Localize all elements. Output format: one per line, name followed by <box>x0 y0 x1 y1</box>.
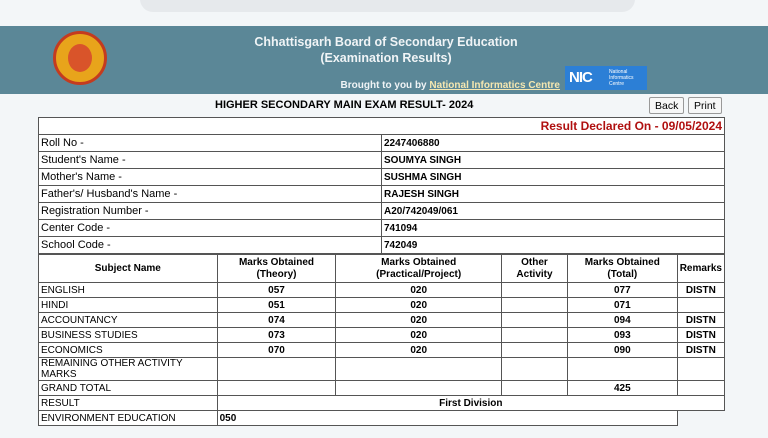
environment-row: ENVIRONMENT EDUCATION 050 <box>39 411 725 426</box>
marks-cell: 093 <box>567 328 677 343</box>
info-value: 741094 <box>382 220 725 237</box>
marks-cell <box>677 381 724 396</box>
marks-cell: 074 <box>217 313 336 328</box>
url-bar[interactable] <box>140 0 635 12</box>
marks-cell: 090 <box>567 343 677 358</box>
nic-link[interactable]: National Informatics Centre <box>429 80 560 91</box>
marks-cell <box>502 381 568 396</box>
marks-cell <box>677 298 724 313</box>
result-value: First Division <box>217 396 724 411</box>
info-row <box>39 186 725 203</box>
marks-cell <box>502 313 568 328</box>
marks-table <box>38 254 725 426</box>
board-subtitle: (Examination Results) <box>320 51 452 65</box>
marks-cell <box>502 343 568 358</box>
marks-cell: 077 <box>567 283 677 298</box>
subject-name: HINDI <box>39 298 218 313</box>
column-header: Marks Obtained (Total) <box>567 255 677 283</box>
marks-row <box>39 381 725 396</box>
brought-prefix: Brought to you by <box>340 80 427 91</box>
marks-cell: 057 <box>217 283 336 298</box>
nic-logo: NIC National Informatics Centre <box>565 66 647 90</box>
result-row: RESULT First Division <box>39 396 725 411</box>
marks-cell: 073 <box>217 328 336 343</box>
column-header: Marks Obtained (Theory) <box>217 255 336 283</box>
marks-cell: DISTN <box>677 343 724 358</box>
marks-row <box>39 328 725 343</box>
marks-row <box>39 358 725 381</box>
marks-cell: DISTN <box>677 328 724 343</box>
marks-row <box>39 298 725 313</box>
back-button[interactable]: Back <box>649 97 684 114</box>
info-row <box>39 135 725 152</box>
info-value: 2247406880 <box>382 135 725 152</box>
info-value: SUSHMA SINGH <box>382 169 725 186</box>
subject-name: GRAND TOTAL <box>39 381 218 396</box>
marks-cell: 020 <box>336 343 502 358</box>
marks-row <box>39 343 725 358</box>
board-title: Chhattisgarh Board of Secondary Education <box>254 35 518 49</box>
marks-cell <box>217 381 336 396</box>
marks-cell <box>502 328 568 343</box>
marks-cell <box>336 381 502 396</box>
environment-value: 050 <box>217 411 677 426</box>
info-row <box>39 237 725 254</box>
subject-name: ECONOMICS <box>39 343 218 358</box>
marks-cell: 071 <box>567 298 677 313</box>
page-title: HIGHER SECONDARY MAIN EXAM RESULT- 2024 <box>215 99 474 111</box>
info-value: RAJESH SINGH <box>382 186 725 203</box>
marks-cell <box>502 298 568 313</box>
info-row <box>39 220 725 237</box>
info-label: Mother's Name - <box>39 169 382 186</box>
marks-cell <box>677 358 724 381</box>
subject-name: ENGLISH <box>39 283 218 298</box>
marks-row <box>39 283 725 298</box>
marks-cell: 020 <box>336 298 502 313</box>
info-label: Center Code - <box>39 220 382 237</box>
marks-cell: DISTN <box>677 313 724 328</box>
cgbse-logo <box>53 31 107 85</box>
column-header: Other Activity <box>502 255 568 283</box>
marks-cell: 020 <box>336 328 502 343</box>
info-value: A20/742049/061 <box>382 203 725 220</box>
subject-name: BUSINESS STUDIES <box>39 328 218 343</box>
marks-cell <box>336 358 502 381</box>
result-declared: Result Declared On - 09/05/2024 <box>39 118 725 135</box>
info-label: Registration Number - <box>39 203 382 220</box>
marks-cell: 020 <box>336 313 502 328</box>
info-row <box>39 152 725 169</box>
info-value: SOUMYA SINGH <box>382 152 725 169</box>
marks-cell: 020 <box>336 283 502 298</box>
subject-name: ACCOUNTANCY <box>39 313 218 328</box>
marks-cell: 094 <box>567 313 677 328</box>
column-header: Remarks <box>677 255 724 283</box>
info-value: 742049 <box>382 237 725 254</box>
marks-row <box>39 313 725 328</box>
info-label: Student's Name - <box>39 152 382 169</box>
info-label: School Code - <box>39 237 382 254</box>
marks-cell <box>567 358 677 381</box>
marks-cell: 070 <box>217 343 336 358</box>
brought-by <box>341 80 560 91</box>
marks-cell <box>502 358 568 381</box>
column-header: Subject Name <box>39 255 218 283</box>
student-info-table <box>38 117 725 254</box>
column-header: Marks Obtained (Practical/Project) <box>336 255 502 283</box>
marks-cell: 425 <box>567 381 677 396</box>
info-label: Father's/ Husband's Name - <box>39 186 382 203</box>
info-row <box>39 203 725 220</box>
marks-cell <box>502 283 568 298</box>
info-row <box>39 169 725 186</box>
marks-cell: 051 <box>217 298 336 313</box>
print-button[interactable]: Print <box>688 97 722 114</box>
browser-toolbar <box>0 0 768 14</box>
subject-name: REMAINING OTHER ACTIVITY MARKS <box>39 358 218 381</box>
marks-cell: DISTN <box>677 283 724 298</box>
info-label: Roll No - <box>39 135 382 152</box>
marks-cell <box>217 358 336 381</box>
